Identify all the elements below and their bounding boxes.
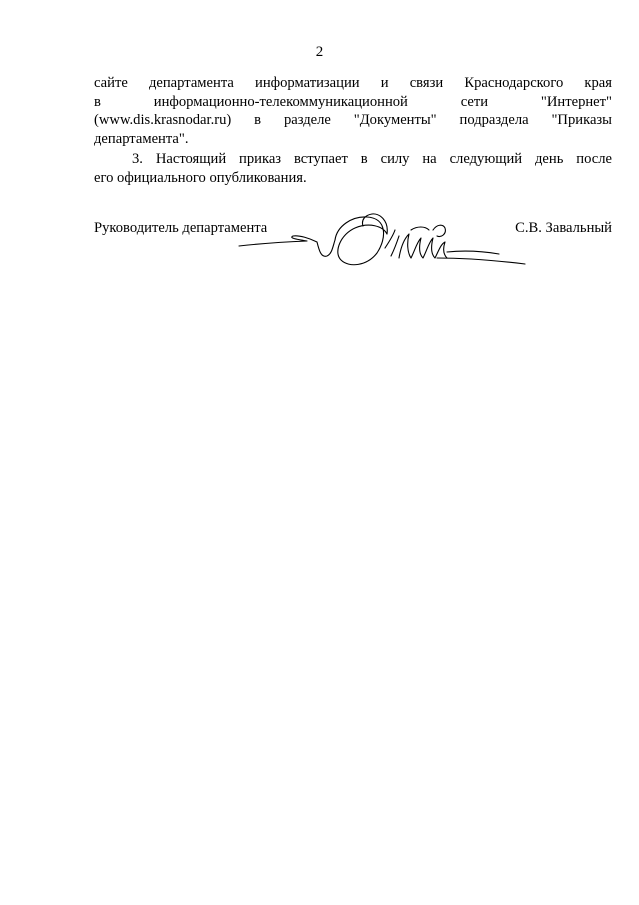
page-number: 2 [315,44,324,60]
paragraph-line: департамента". [94,130,189,147]
handwritten-signature [237,208,527,278]
paragraph-publication [94,74,612,148]
paragraph-line: сайте департамента информатизации и связи Краснодарского края [94,75,612,91]
paragraph-effective-date [94,150,612,187]
paragraph-line: 3. Настоящий приказ вступает в силу на следующий день после [132,151,612,167]
signatory-name: С.В. Завальный [515,220,612,236]
paragraph-line: его официального опубликования. [94,169,307,186]
paragraph-line: (www.dis.krasnodar.ru) в разделе "Документы" подраздела "Приказы [94,112,612,128]
paragraph-line: в информационно-телекоммуникационной сети "Интернет" [94,93,612,110]
signatory-title: Руководитель департамента [94,220,268,236]
